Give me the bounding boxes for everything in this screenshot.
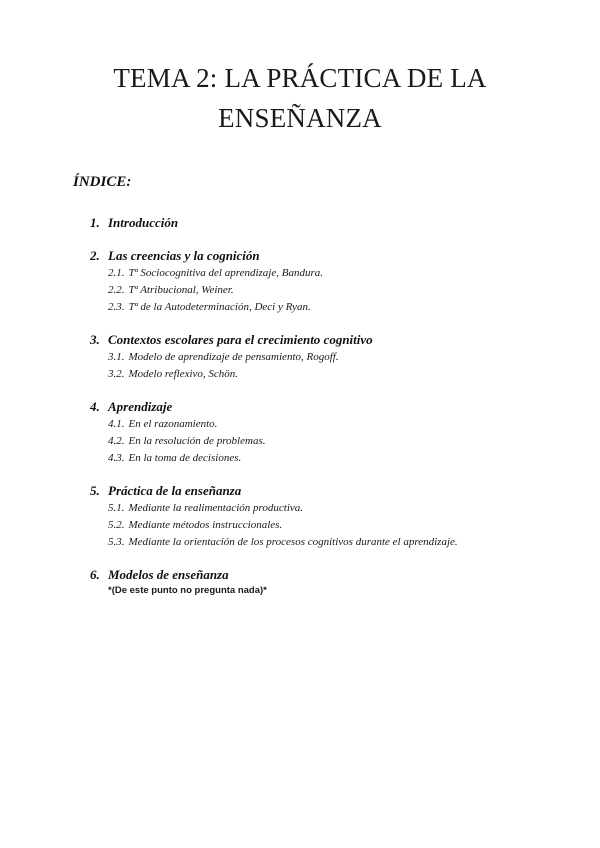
toc-subitem: 5.3. Mediante la orientación de los procesos cognitivos durante el aprendizaje. (108, 536, 458, 548)
toc-subitem: 5.1. Mediante la realimentación productiva. (108, 502, 304, 514)
document-title (0, 58, 600, 138)
toc-section-5 (90, 482, 570, 551)
table-of-contents (90, 214, 570, 613)
section-number: 1. (90, 215, 100, 230)
toc-subitem: 2.1. Tª Sociocognitiva del aprendizaje, Bandura. (108, 267, 323, 279)
section-title: Práctica de la enseñanza (108, 483, 242, 498)
toc-subitem: 2.2. Tª Atribucional, Weiner. (108, 284, 234, 296)
toc-subitem: 4.2. En la resolución de problemas. (108, 435, 266, 447)
toc-section-4 (90, 398, 570, 467)
section-title: Las creencias y la cognición (108, 248, 260, 263)
toc-section-3 (90, 331, 570, 383)
toc-subitem: 4.1. En el razonamiento. (108, 418, 218, 430)
toc-subitem: 3.2. Modelo reflexivo, Schön. (108, 368, 239, 380)
title-line-2: ENSEÑANZA (218, 103, 382, 133)
toc-section-6 (90, 566, 570, 598)
section-number: 6. (90, 567, 100, 582)
title-line-1: TEMA 2: LA PRÁCTICA DE LA (113, 63, 487, 93)
section-number: 5. (90, 483, 100, 498)
toc-subitem: 5.2. Mediante métodos instruccionales. (108, 519, 283, 531)
section-number: 4. (90, 399, 100, 414)
toc-subitem: 3.1. Modelo de aprendizaje de pensamiento, Rogoff. (108, 351, 339, 363)
section-title: Contextos escolares para el crecimiento cognitivo (108, 332, 373, 347)
toc-section-1 (90, 214, 570, 232)
toc-subitem: 2.3. Tª de la Autodeterminación, Deci y Ryan. (108, 301, 311, 313)
section-number: 2. (90, 248, 100, 263)
toc-section-2 (90, 247, 570, 316)
index-heading: ÍNDICE: (73, 174, 132, 190)
section-title: Modelos de enseñanza (108, 567, 229, 582)
section-title: Introducción (108, 215, 179, 230)
section-note: *(De este punto no pregunta nada)* (108, 585, 267, 596)
section-number: 3. (90, 332, 100, 347)
toc-subitem: 4.3. En la toma de decisiones. (108, 452, 242, 464)
section-title: Aprendizaje (108, 399, 173, 414)
